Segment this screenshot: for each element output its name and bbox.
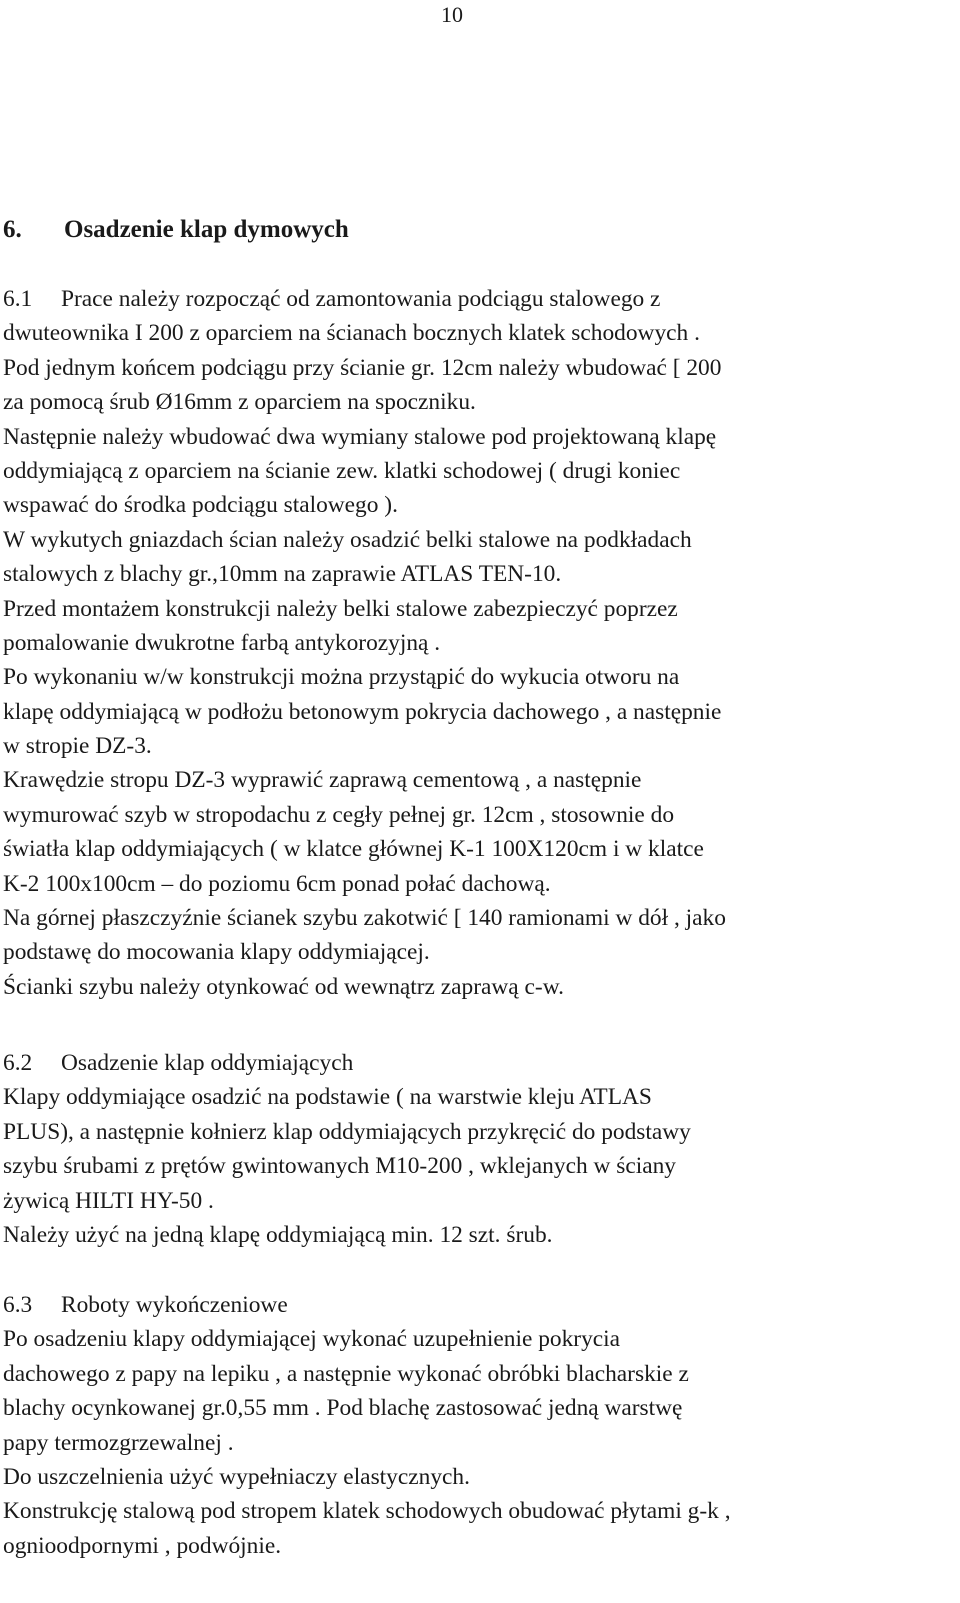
- text-line: [3, 1046, 943, 1080]
- line-text: światła klap oddymiających ( w klatce głównej K-1 100X120cm i w klatce: [3, 836, 704, 863]
- text-line: [3, 1460, 943, 1494]
- text-line: [3, 626, 943, 660]
- line-text: wymurować szyb w stropodachu z cegły pełnej gr. 12cm , stosownie do: [3, 801, 675, 828]
- text-line: [3, 1357, 943, 1391]
- line-text: papy termozgrzewalnej .: [3, 1429, 234, 1456]
- text-line: [3, 798, 943, 832]
- line-text: K-2 100x100cm – do poziomu 6cm ponad połać dachową.: [3, 870, 551, 897]
- line-text: żywicą HILTI HY-50 .: [3, 1187, 214, 1214]
- line-text: Należy użyć na jedną klapę oddymiającą min. 12 szt. śrub.: [3, 1221, 553, 1248]
- text-line: [3, 1494, 943, 1528]
- line-text: wspawać do środka podciągu stalowego ).: [3, 492, 398, 519]
- text-line: [3, 316, 943, 350]
- text-line: [3, 351, 943, 385]
- text-line: [3, 1426, 943, 1460]
- line-text: Następnie należy wbudować dwa wymiany stalowe pod projektowaną klapę: [3, 423, 717, 450]
- text-line: [3, 729, 943, 763]
- line-text: Przed montażem konstrukcji należy belki stalowe zabezpieczyć poprzez: [3, 595, 678, 622]
- subsection-6-3: [3, 1288, 943, 1563]
- line-text: PLUS), a następnie kołnierz klap oddymiających przykręcić do podstawy: [3, 1118, 691, 1145]
- text-line: [3, 1529, 943, 1563]
- line-text: blachy ocynkowanej gr.0,55 mm . Pod blachę zastosować jedną warstwę: [3, 1395, 683, 1422]
- line-text: Prace należy rozpocząć od zamontowania podciągu stalowego z: [61, 286, 661, 312]
- text-line: [3, 935, 943, 969]
- text-line: [3, 1149, 943, 1183]
- text-line: [3, 832, 943, 866]
- text-line: [3, 660, 943, 694]
- line-text: Na górnej płaszczyźnie ścianek szybu zakotwić [ 140 ramionami w dół , jako: [3, 905, 726, 932]
- line-text: Konstrukcję stalową pod stropem klatek schodowych obudować płytami g-k ,: [3, 1498, 731, 1525]
- line-text: Krawędzie stropu DZ-3 wyprawić zaprawą cementową , a następnie: [3, 767, 642, 794]
- line-text: w stropie DZ-3.: [3, 733, 152, 760]
- line-text: stalowych z blachy gr.,10mm na zaprawie ATLAS TEN-10.: [3, 561, 562, 588]
- text-line: [3, 592, 943, 626]
- line-text: Klapy oddymiające osadzić na podstawie ( na warstwie kleju ATLAS: [3, 1084, 652, 1111]
- text-line: [3, 523, 943, 557]
- section-number: 6.: [3, 216, 22, 243]
- text-line: [3, 420, 943, 454]
- line-text: dwuteownika I 200 z oparciem na ścianach bocznych klatek schodowych .: [3, 320, 700, 347]
- line-text: Do uszczelnienia użyć wypełniaczy elastycznych.: [3, 1463, 470, 1490]
- text-line: [3, 901, 943, 935]
- text-line: [3, 454, 943, 488]
- section-title: Osadzenie klap dymowych: [64, 216, 349, 243]
- line-text: podstawę do mocowania klapy oddymiającej.: [3, 939, 430, 966]
- text-line: [3, 1184, 943, 1218]
- line-text: pomalowanie dwukrotne farbą antykorozyjną .: [3, 629, 441, 656]
- subsection-number: 6.2: [3, 1050, 33, 1076]
- text-line: [3, 970, 943, 1004]
- text-line: [3, 557, 943, 591]
- line-text: W wykutych gniazdach ścian należy osadzić belki stalowe na podkładach: [3, 526, 692, 553]
- line-text: Osadzenie klap oddymiających: [61, 1050, 354, 1076]
- text-line: [3, 1218, 943, 1252]
- text-line: [3, 1080, 943, 1114]
- text-line: [3, 1288, 943, 1322]
- subsection-number: 6.3: [3, 1292, 33, 1318]
- text-line: [3, 488, 943, 522]
- subsection-6-1: [3, 282, 943, 1004]
- text-line: [3, 1115, 943, 1149]
- text-line: [3, 763, 943, 797]
- line-text: Roboty wykończeniowe: [61, 1292, 288, 1318]
- text-line: [3, 385, 943, 419]
- line-text: dachowego z papy na lepiku , a następnie wykonać obróbki blacharskie z: [3, 1360, 689, 1387]
- page-number: 10: [441, 2, 463, 27]
- line-text: Pod jednym końcem podciągu przy ścianie gr. 12cm należy wbudować [ 200: [3, 354, 722, 381]
- subsection-6-2: [3, 1046, 943, 1252]
- line-text: szybu śrubami z prętów gwintowanych M10-200 , wklejanych w ściany: [3, 1153, 676, 1180]
- text-line: [3, 1391, 943, 1425]
- subsection-number: 6.1: [3, 286, 33, 312]
- line-text: za pomocą śrub Ø16mm z oparciem na spoczniku.: [3, 389, 476, 416]
- line-text: klapę oddymiającą w podłożu betonowym pokrycia dachowego , a następnie: [3, 698, 722, 725]
- text-line: [3, 867, 943, 901]
- line-text: oddymiającą z oparciem na ścianie zew. klatki schodowej ( drugi koniec: [3, 457, 681, 484]
- text-line: [3, 282, 943, 316]
- text-line: [3, 1322, 943, 1356]
- text-line: [3, 695, 943, 729]
- line-text: Po osadzeniu klapy oddymiającej wykonać uzupełnienie pokrycia: [3, 1326, 621, 1353]
- section-heading: [3, 214, 349, 246]
- line-text: Po wykonaniu w/w konstrukcji można przystąpić do wykucia otworu na: [3, 664, 680, 691]
- line-text: Ścianki szybu należy otynkować od wewnątrz zaprawą c-w.: [3, 973, 564, 1000]
- line-text: ognioodpornymi , podwójnie.: [3, 1532, 282, 1559]
